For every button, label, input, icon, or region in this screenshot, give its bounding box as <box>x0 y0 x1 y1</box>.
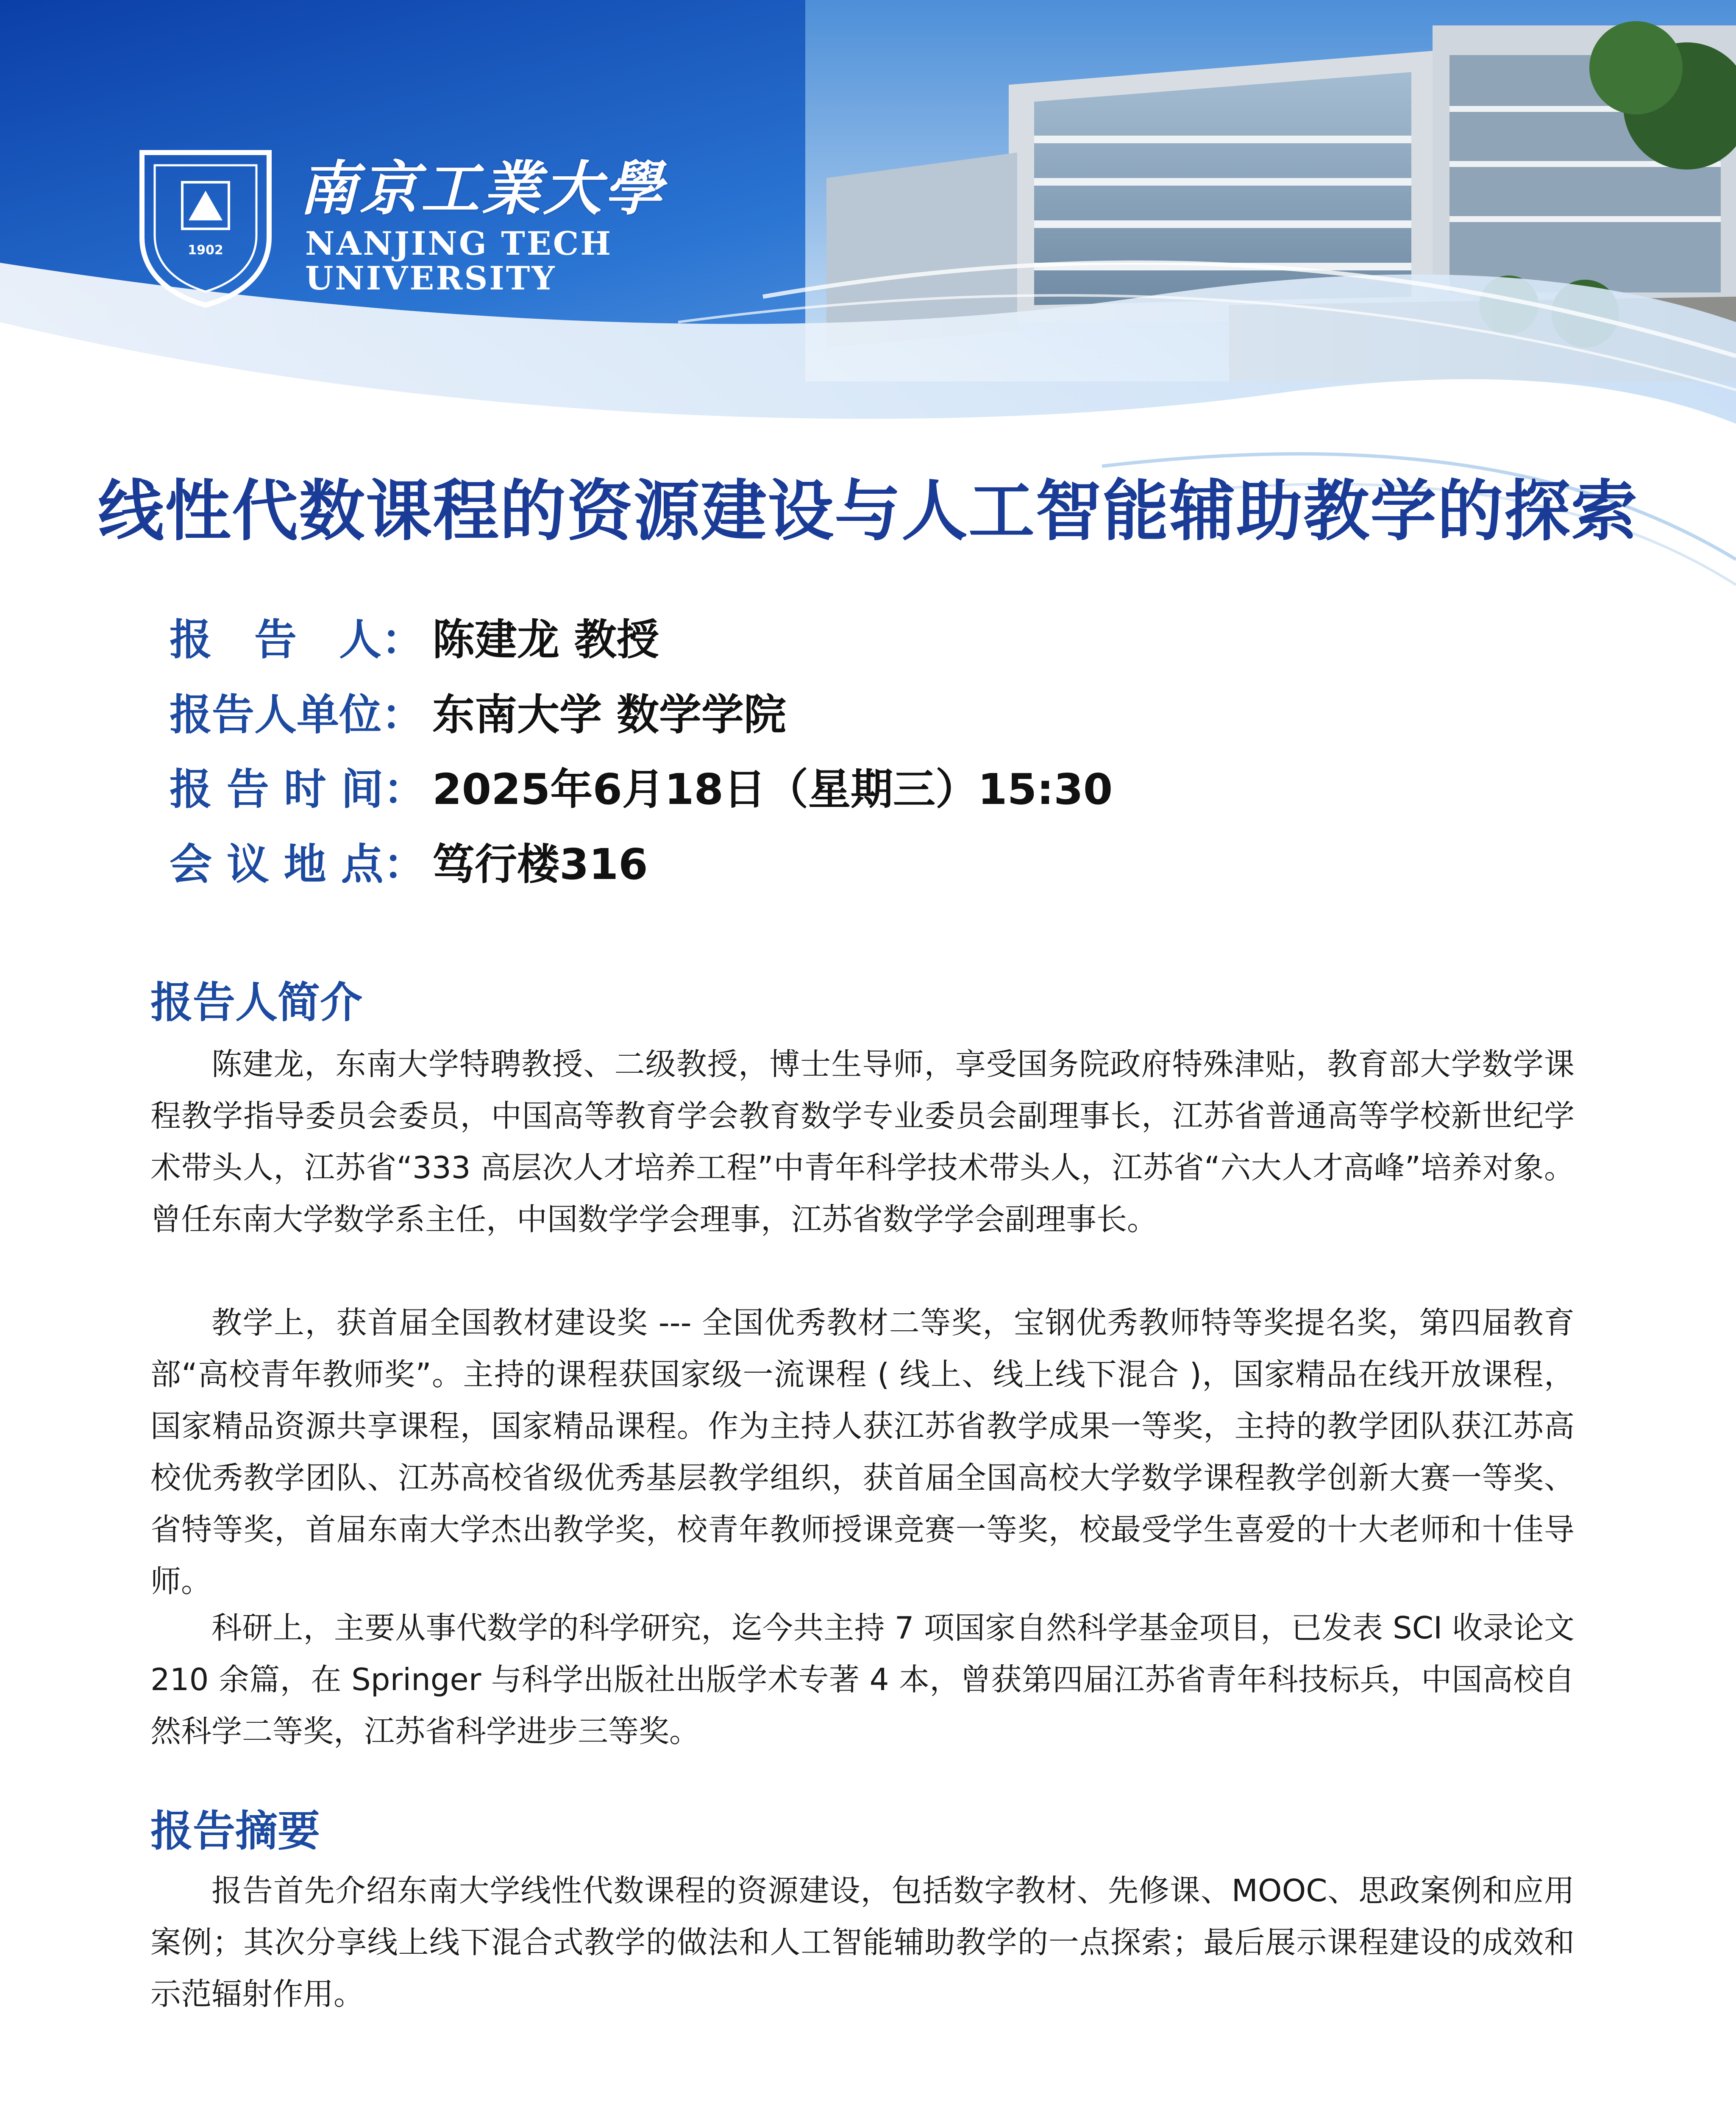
info-label: 会 议 地 点： <box>170 840 426 889</box>
university-emblem-icon <box>136 144 275 309</box>
info-value: 笃行楼316 <box>432 840 648 889</box>
bio-paragraph: 教学上，获首届全国教材建设奖 --- 全国优秀教材二等奖，宝钢优秀教师特等奖提名奖，第四届教育部“高校青年教师奖”。主持的课程获国家级一流课程 ( 线上、线上线下混合 )，国家精品在线开放课程，国家精品资源共享课程，国家精品课程。作为主持人获江苏省教学成果一等奖，主持的教学团队获江苏高校优秀教学团队、江苏高校省级优秀基层教学组织，获首届全国高校大学数学课程教学创新大赛一等奖、省特等奖，首届东南大学杰出教学奖，校青年教师授课竞赛一等奖，校最受学生喜爱的十大老师和十佳导师。 <box>150 1305 1575 1599</box>
bio-paragraph: 科研上，主要从事代数学的科学研究，迄今共主持 7 项国家自然科学基金项目，已发表 SCI 收录论文 210 余篇，在 Springer 与科学出版社出版学术专著 4 本，曾获第四届江苏省青年科技标兵，中国高校自然科学二等奖，江苏省科学进步三等奖。 <box>150 1610 1575 1749</box>
university-name-cn: 南京工業大學 <box>299 154 665 223</box>
university-name-en-line1: NANJING TECH <box>305 225 613 262</box>
info-label: 报 告 时 间： <box>170 765 426 814</box>
info-label: 报 告 人： <box>170 615 424 665</box>
info-row-speaker <box>170 612 659 667</box>
svg-text:1902: 1902 <box>188 243 223 258</box>
bio-heading: 报告人简介 <box>150 978 362 1027</box>
info-row-location <box>170 837 648 892</box>
info-row-time <box>170 762 1113 817</box>
info-value: 陈建龙 教授 <box>432 615 659 665</box>
info-value: 东南大学 数学学院 <box>432 690 786 740</box>
bio-paragraph: 陈建龙，东南大学特聘教授、二级教授，博士生导师，享受国务院政府特殊津贴，教育部大学数学课程教学指导委员会委员，中国高等教育学会教育数学专业委员会副理事长，江苏省普通高等学校新世纪学术带头人，江苏省“333 高层次人才培养工程”中青年科学技术带头人，江苏省“六大人才高峰”培养对象。曾任东南大学数学系主任，中国数学学会理事，江苏省数学学会副理事长。 <box>150 1046 1575 1237</box>
lecture-title: 线性代数课程的资源建设与人工智能辅助教学的探索 <box>98 473 1638 550</box>
university-name-en-line2: UNIVERSITY <box>305 259 556 297</box>
abstract-heading: 报告摘要 <box>150 1806 320 1856</box>
abstract-paragraph: 报告首先介绍东南大学线性代数课程的资源建设，包括数字教材、先修课、MOOC、思政案例和应用案例；其次分享线上线下混合式教学的做法和人工智能辅助教学的一点探索；最后展示课程建设的成效和示范辐射作用。 <box>150 1873 1575 2012</box>
info-label: 报告人单位： <box>170 690 424 740</box>
info-row-affiliation <box>170 687 786 742</box>
info-value: 2025年6月18日（星期三）15:30 <box>432 765 1113 814</box>
